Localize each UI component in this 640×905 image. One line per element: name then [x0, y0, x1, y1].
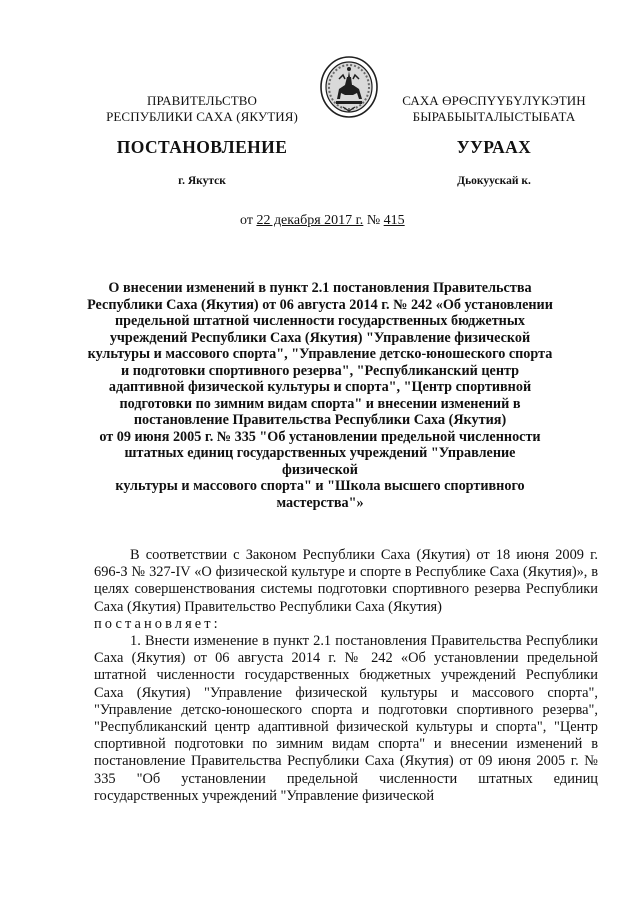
title-line: постановление Правительства Республики Саха (Якутия): [133, 412, 507, 428]
decree-title: [86, 280, 554, 511]
decree-date-line: [240, 213, 440, 229]
title-line: Республики Саха (Якутия) от 06 августа 2014 г. № 242 «Об установлении: [87, 296, 553, 313]
issuer-line: ПРАВИТЕЛЬСТВО: [146, 93, 258, 108]
issuer-line: РЕСПУБЛИКИ САХА (ЯКУТИЯ): [106, 109, 298, 124]
doc-type-yakut: УУРААХ: [456, 137, 532, 157]
title-line: мастерства"»: [276, 494, 364, 511]
title-line: учреждений Республики Саха (Якутия) "Управление физической: [109, 329, 531, 346]
issuer-block-russian: [98, 93, 306, 125]
title-line: предельной штатной численности государственных бюджетных: [114, 313, 526, 329]
resolves-word: постановляет:: [94, 615, 221, 632]
title-line: адаптивной физической культуры и спорта", "Центр спортивной: [108, 379, 532, 395]
coat-of-arms-emblem: [319, 55, 379, 119]
issuer-line: САХА ӨРӨСПҮҮБҮЛҮКЭТИН: [402, 93, 586, 108]
number-sign: №: [366, 213, 381, 228]
title-line: культуры и массового спорта", "Управление детско-юношеского спорта: [87, 346, 553, 362]
title-line: и подготовки спортивного резерва", "Республиканский центр: [120, 362, 520, 379]
city-yakut: Дьокуускай к.: [457, 175, 531, 187]
decree-number: 415: [383, 213, 405, 228]
doc-type-russian: ПОСТАНОВЛЕНИЕ: [116, 137, 288, 157]
preamble-paragraph: В соответствии с Законом Республики Саха (Якутия) от 18 июня 2009 г. 696-З № 327-IV «О физической культуре и спорте в Республике Саха (Якутия)», в целях совершенствования системы подготовки спортивного резерва Республики Саха (Якутия) Правительство Республики Саха (Якутия): [94, 547, 598, 615]
decree-date: 22 декабря 2017 г.: [256, 213, 364, 228]
decree-body: [94, 547, 598, 805]
title-line: культуры и массового спорта" и "Школа высшего спортивного: [115, 478, 525, 494]
issuer-line: БЫРАБЫЫТАЛЫСТЫБАТА: [412, 109, 576, 124]
item-1-paragraph: 1. Внести изменение в пункт 2.1 постановления Правительства Республики Саха (Якутия) от 06 августа 2014 г. № 242 «Об установлении предельной штатной численности государственных бюджетных учреждений Республики Саха (Якутия) "Управление физической культуры и массового спорта", "Управление детско-юношеского спорта и подготовки спортивного резерва", "Республиканский центр адаптивной физической культуры и спорта", "Центр спортивной подготовки по зимним видам спорта" и внесении изменений в постановление Правительства Республики Саха (Якутия) от 09 июня 2005 г. № 335 "Об установлении предельной численности штатных единиц государственных учреждений "Управление физической: [94, 633, 598, 804]
title-line: О внесении изменений в пункт 2.1 постановления Правительства: [108, 280, 532, 296]
date-prefix: от: [240, 213, 253, 228]
title-line: от 09 июня 2005 г. № 335 "Об установлении предельной численности: [99, 428, 541, 445]
city-russian: г. Якутск: [178, 175, 226, 187]
issuer-block-yakut: [396, 93, 592, 125]
title-line: штатных единиц государственных учреждений "Управление физической: [124, 445, 516, 478]
title-line: подготовки по зимним видам спорта" и внесении изменений в: [119, 395, 521, 412]
